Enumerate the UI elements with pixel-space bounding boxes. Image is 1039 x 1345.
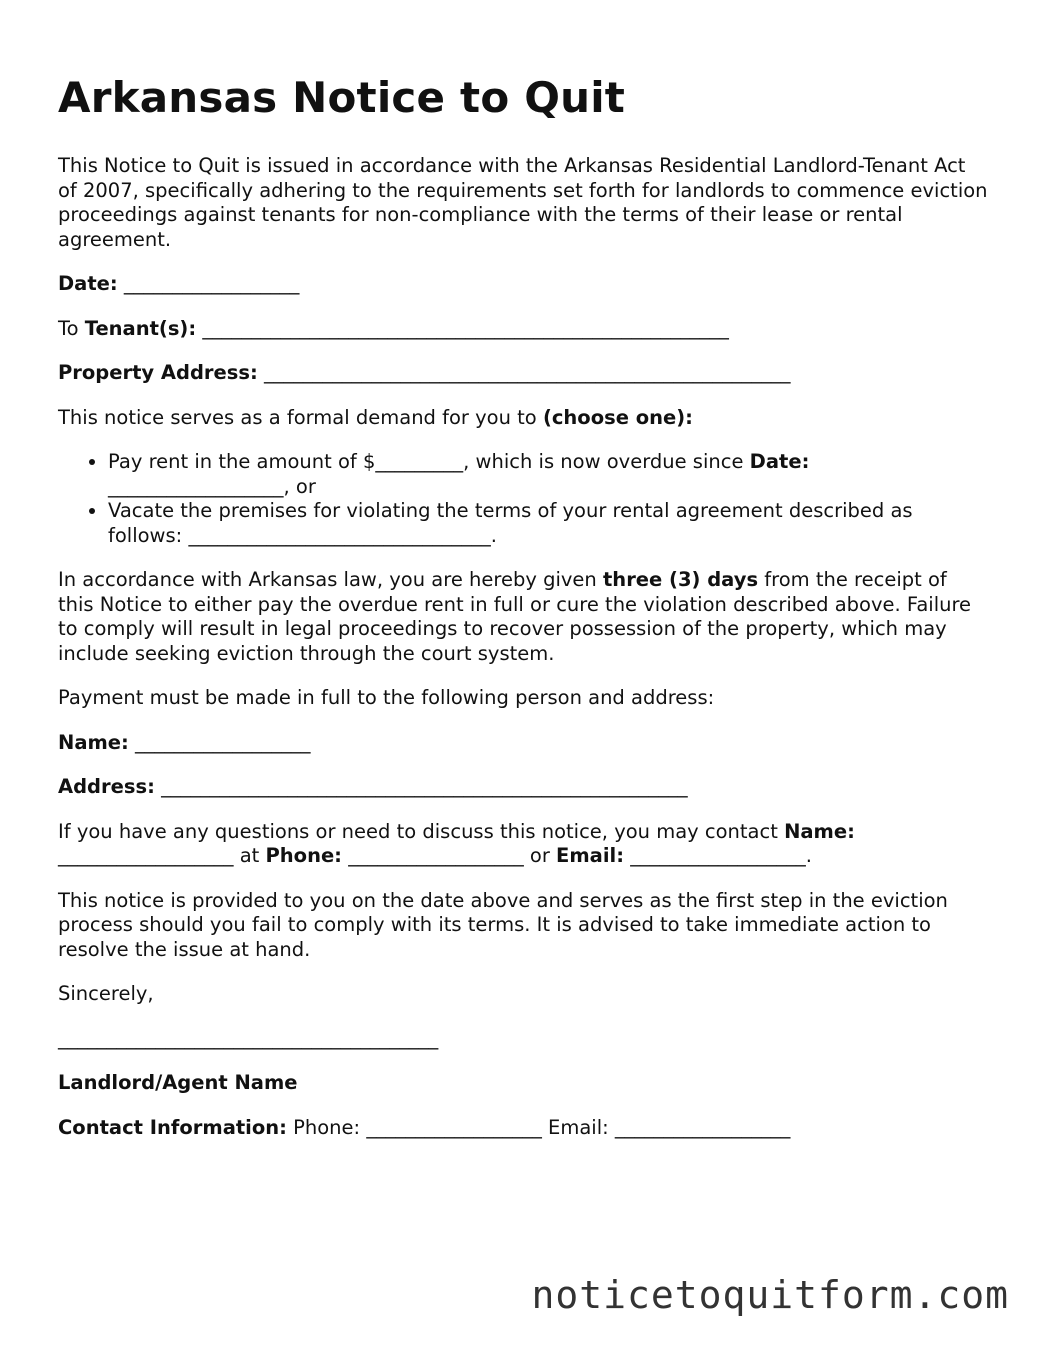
pay-name-blank: __________________ (135, 730, 311, 754)
tenant-line (58, 317, 988, 342)
questions-name-blank: __________________ (58, 844, 234, 867)
pay-text-3: , or (283, 474, 316, 498)
pay-address-blank: ______________________________________________________ (161, 775, 688, 798)
tenant-label: Tenant(s): (84, 316, 197, 340)
landlord-line (58, 1071, 988, 1096)
law-paragraph (58, 568, 988, 666)
pay-address-label: Address: (58, 775, 155, 798)
demand-line (58, 406, 988, 431)
landlord-label: Landlord/Agent Name (58, 1071, 298, 1094)
contact-email-text: Email: (541, 1115, 615, 1139)
law-text-2: from the receipt of this Notice to either pay the overdue rent in full or cure the violation described above. Failure to comply will result in legal proceedings to recover possession of the property, which may include seeking eviction through the court system. (58, 568, 972, 665)
vacate-blank: _______________________________ (188, 523, 491, 547)
property-line (58, 361, 988, 386)
sincerely: Sincerely, (58, 982, 154, 1005)
intro-paragraph: This Notice to Quit is issued in accordance with the Arkansas Residential Landlord-Tenant Act of 2007, specifically adhering to the requirements set forth for landlords to commence eviction proceedings against tenants for non-compliance with the terms of their lease or rental agreement. (58, 154, 988, 251)
option-vacate (108, 499, 988, 548)
contact-line (58, 1116, 988, 1141)
pay-date-blank: __________________ (108, 474, 284, 498)
pay-name-label: Name: (58, 730, 129, 754)
closing-note: This notice is provided to you on the date above and serves as the first step in the eviction process should you fail to comply with its terms. It is advised to take immediate action to resolve the issue at hand. (58, 888, 948, 961)
questions-name-label: Name: (784, 819, 855, 843)
questions-phone-label: Phone: (265, 844, 342, 867)
demand-text: This notice serves as a formal demand for you to (58, 405, 543, 429)
pay-text-2: , which is now overdue since (463, 450, 750, 473)
page-title: Arkansas Notice to Quit (58, 73, 626, 122)
law-text-1: In accordance with Arkansas law, you are hereby given (58, 568, 603, 591)
tenant-prefix: To (58, 316, 85, 340)
contact-label: Contact Information: (58, 1115, 287, 1139)
option-pay (108, 450, 988, 499)
vacate-text-2: . (490, 523, 497, 547)
questions-text-3: or (523, 844, 557, 867)
signature-line: _______________________________________ (58, 1026, 439, 1050)
contact-phone-text: Phone: (286, 1115, 367, 1139)
date-blank: __________________ (123, 272, 300, 295)
pay-text-1: Pay rent in the amount of $ (108, 450, 376, 473)
pay-date-label: Date: (749, 450, 810, 473)
date-line (58, 272, 988, 297)
law-bold: three (3) days (602, 568, 759, 591)
document-page (58, 70, 988, 1160)
questions-text-1: If you have any questions or need to discuss this notice, you may contact (58, 819, 785, 843)
questions-paragraph (58, 820, 988, 869)
questions-email-label: Email: (556, 844, 625, 867)
site-watermark: noticetoquitform.com (531, 1273, 1009, 1317)
questions-text-4: . (805, 844, 812, 867)
contact-email-blank: __________________ (614, 1115, 791, 1139)
payment-paragraph: Payment must be made in full to the following person and address: (58, 686, 715, 709)
vacate-text-1: Vacate the premises for violating the terms of your rental agreement described as follows: (108, 499, 913, 547)
tenant-blank: ______________________________________________________ (202, 316, 729, 340)
options-list (58, 450, 988, 548)
questions-email-blank: __________________ (630, 844, 806, 867)
contact-phone-blank: __________________ (366, 1115, 542, 1139)
pay-amount-blank: _________ (375, 450, 464, 473)
date-label: Date: (58, 272, 118, 295)
property-label: Property Address: (58, 361, 258, 384)
pay-name-line (58, 731, 988, 756)
pay-address-line (58, 775, 988, 800)
property-blank: ______________________________________________________ (264, 361, 791, 384)
questions-text-2: at (233, 844, 266, 867)
questions-phone-blank: __________________ (348, 844, 524, 867)
demand-bold: (choose one): (542, 405, 693, 429)
